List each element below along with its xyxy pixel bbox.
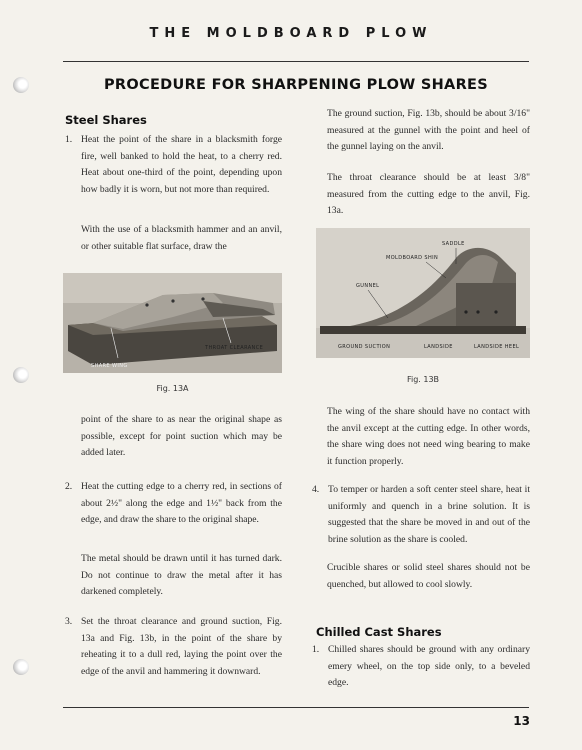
label-ground-suction: GROUND SUCTION [338,344,391,350]
item-number: 4. [312,484,320,495]
fig-13b-caption: Fig. 13B [406,375,440,384]
fig-13a-photo [63,273,282,373]
item-text: Heat the cutting edge to a cherry red, in sections of about 2½" along the edge and 1½" back from the edge, and draw the share to the original shape. [81,481,282,526]
list-item [312,482,530,548]
list-item [65,479,282,529]
plow-share-illustration [63,273,282,373]
label-landside: LANDSIDE [424,344,453,350]
fig-13b-photo [316,228,530,358]
paragraph: With the use of a blacksmith hammer and an anvil, or other suitable flat surface, draw the [81,224,282,252]
list-item [65,614,282,680]
item-number: 2. [65,481,73,492]
item-text: Chilled shares should be ground with any ordinary emery wheel, on the top side only, to a beveled edge. [328,644,530,689]
item-number: 3. [65,616,73,627]
chilled-cast-shares-heading: Chilled Cast Shares [316,625,442,639]
plow-bottom-illustration [316,228,530,358]
label-saddle: SADDLE [442,241,465,247]
list-item [312,642,530,692]
item-text: Heat the point of the share in a blacksmith forge fire, well banked to hold the heat, to a cherry red. Heat about one-third of the point, depending upon how badly it is worn, but not more than required. [81,134,282,195]
label-gunnel: GUNNEL [356,283,380,289]
top-rule [63,61,529,62]
paragraph: The throat clearance should be at least 3/8" measured from the cutting edge to the anvil, Fig. 13a. [327,172,530,217]
label-landside-heel: LANDSIDE HEEL [474,344,520,350]
label-share-wing: SHARE WING [91,363,128,369]
paragraph: Crucible shares or solid steel shares should not be quenched, but allowed to cool slowly. [327,562,530,590]
label-moldboard-shin: MOLDBOARD SHIN [386,255,439,261]
label-throat-clearance: THROAT CLEARANCE [205,345,264,351]
fig-13a-caption: Fig. 13A [156,384,189,393]
list-item [65,132,282,198]
bottom-rule [63,707,529,708]
paragraph: The ground suction, Fig. 13b, should be about 3/16" measured at the gunnel with the point and heel of the gunnel laying on the anvil. [327,108,530,153]
page-number: 13 [513,714,530,728]
item-number: 1. [65,134,73,145]
running-head: THE MOLDBOARD PLOW [149,26,433,41]
paragraph: The wing of the share should have no contact with the anvil except at the cutting edge. In other words, the share wing does not need wing bearing to make it function properly. [327,406,530,467]
paragraph: point of the share to as near the original shape as possible, except for point suction which may be added later. [81,414,282,459]
page-title: PROCEDURE FOR SHARPENING PLOW SHARES [104,77,488,93]
paragraph: The metal should be drawn until it has turned dark. Do not continue to draw the metal after it has darkened completely. [81,553,282,598]
item-number: 1. [312,644,320,655]
item-text: To temper or harden a soft center steel share, heat it uniformly and quench in a brine solution. It is suggested that the share be moved in and out of the brine solution as the share is cooled. [328,484,530,545]
item-text: Set the throat clearance and ground suction, Fig. 13a and Fig. 13b, in the point of the share by reheating it to a dull red, laying the point over the edge of the anvil and hammering it downward. [81,616,282,677]
binder-hole [13,659,29,675]
binder-hole [13,77,29,93]
steel-shares-heading: Steel Shares [65,113,147,127]
binder-hole [13,367,29,383]
